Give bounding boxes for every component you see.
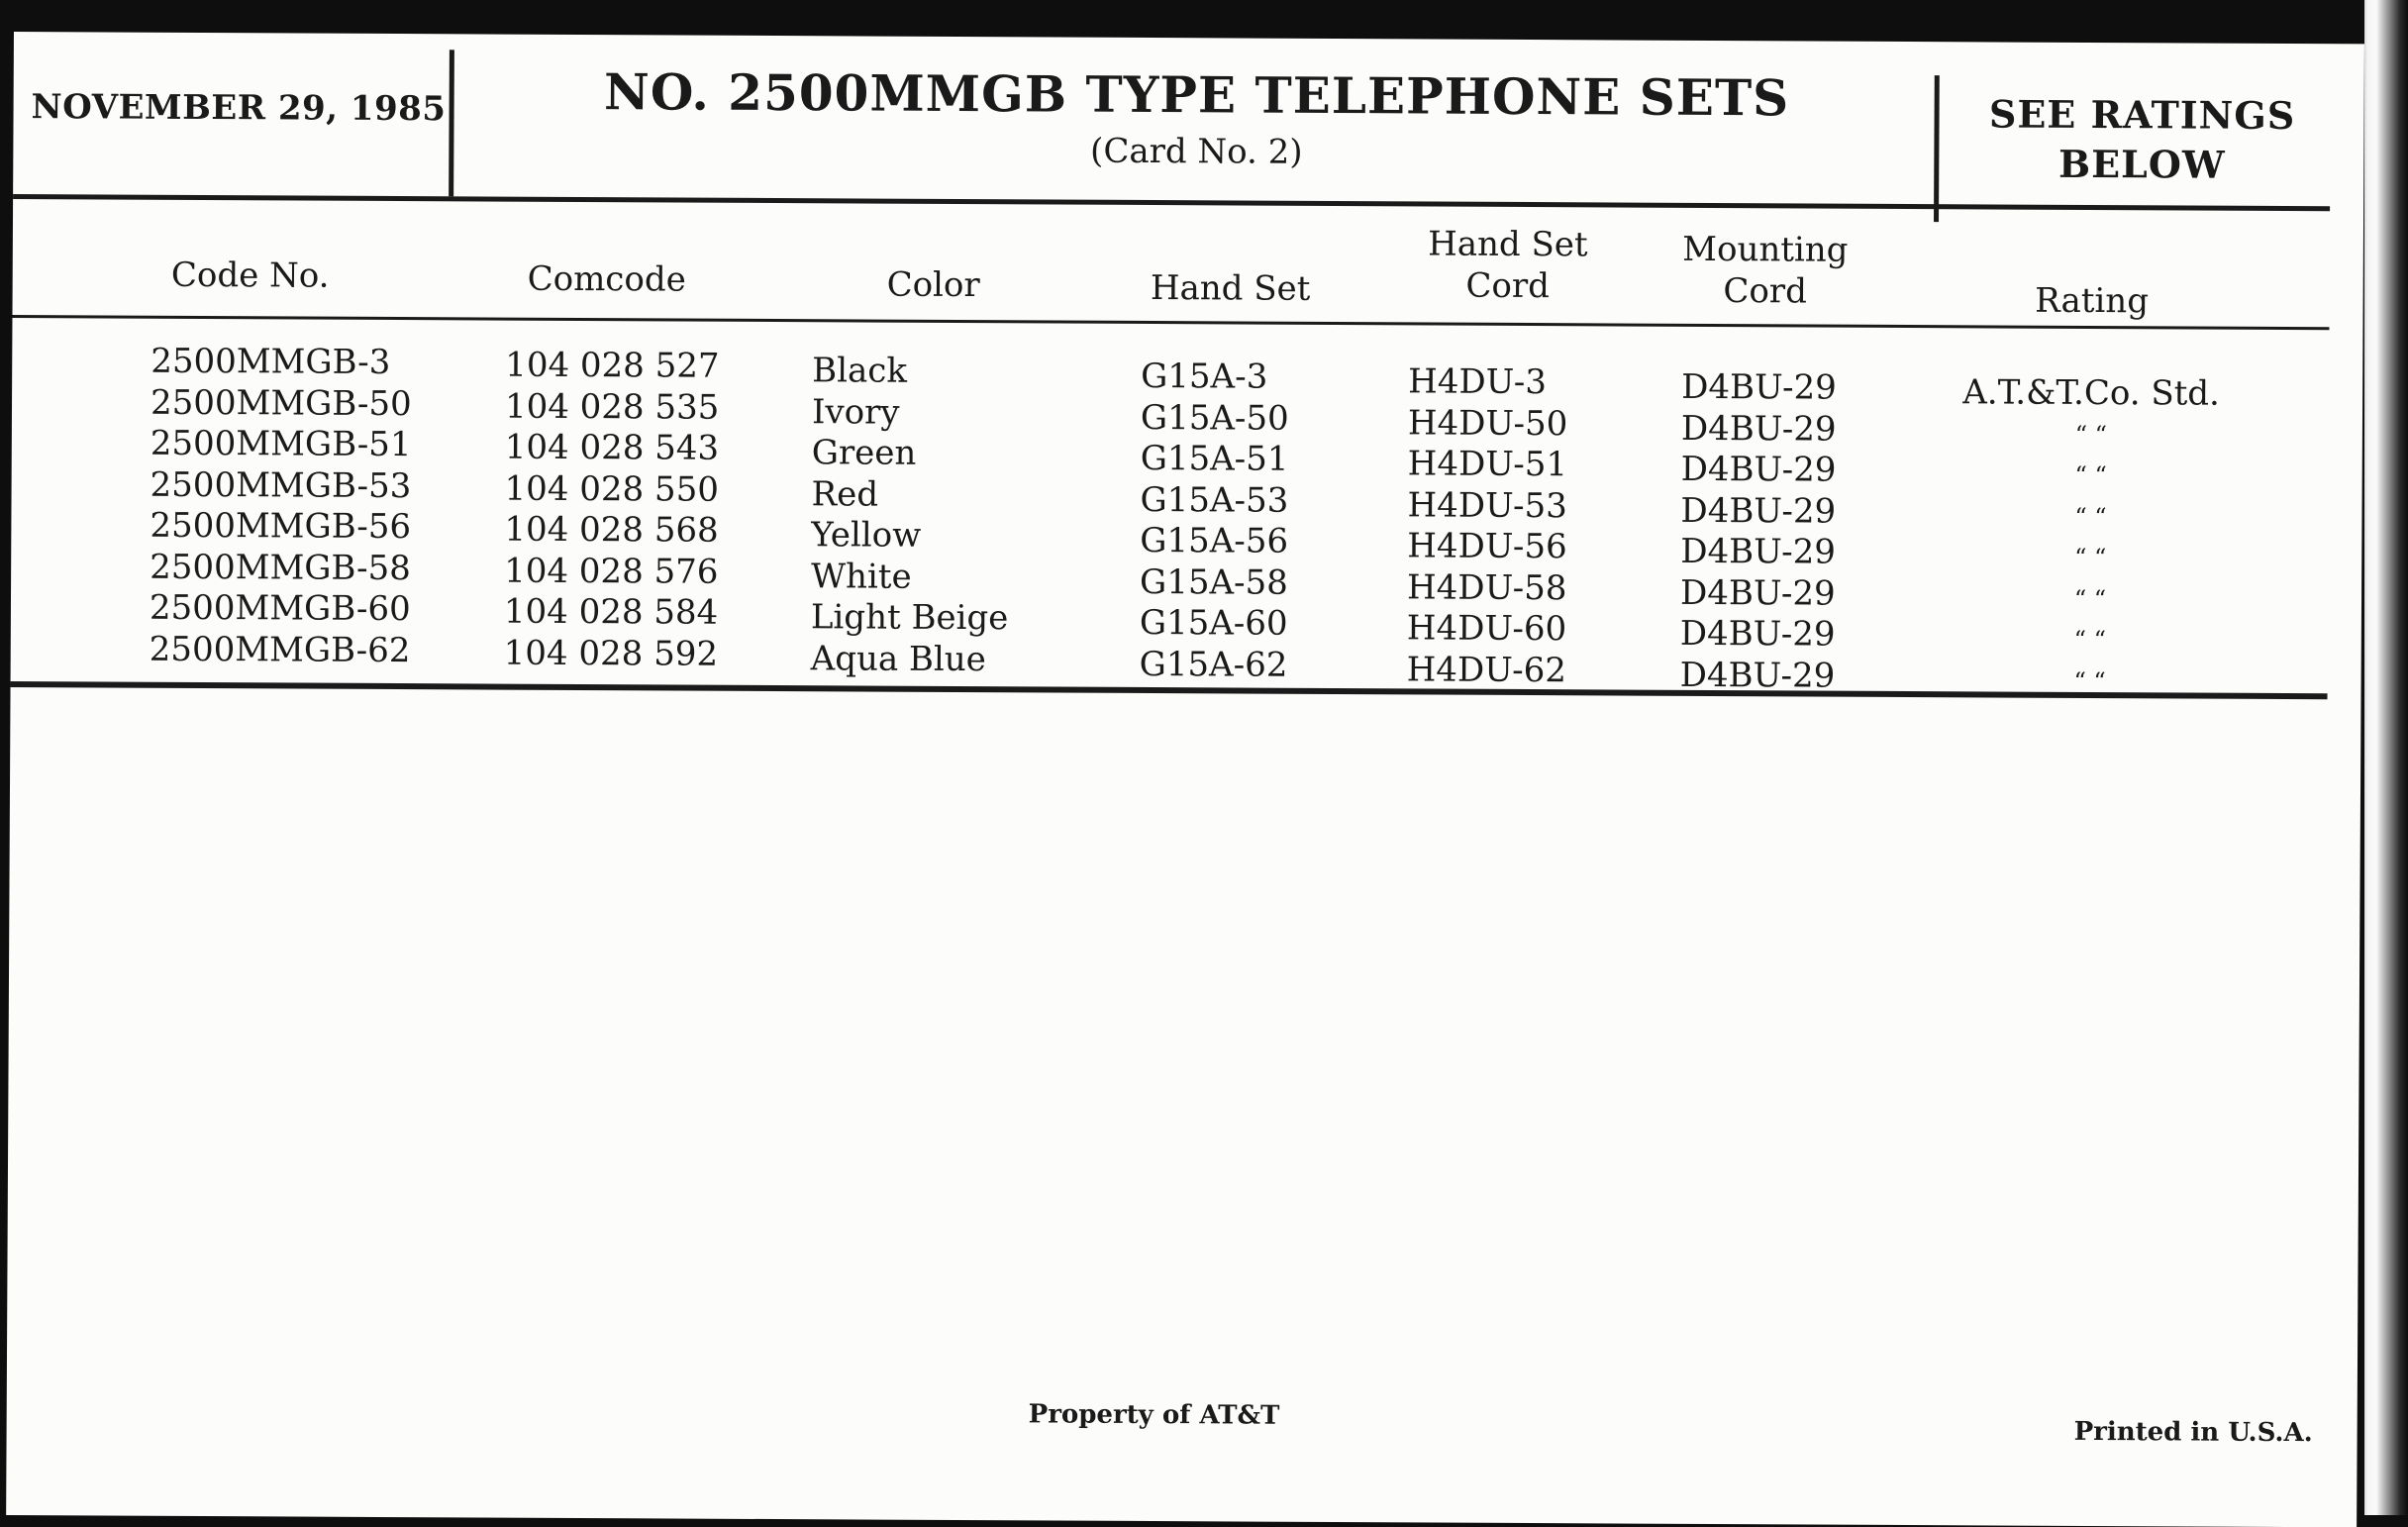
- table-cell-cord: H4DU-53: [1407, 484, 1567, 526]
- table-cell-hand-set: G15A-50: [1140, 397, 1289, 439]
- column-comcode: [504, 346, 720, 675]
- scan-edge: [2364, 0, 2408, 1515]
- catalog-card: [6, 32, 2364, 1527]
- table-cell-rating: “ “: [2074, 420, 2108, 449]
- table-cell-code: 2500MMGB-62: [149, 629, 411, 670]
- ratings-note-line2: BELOW: [2057, 141, 2226, 187]
- table-cell-comcode: 104 028 592: [503, 633, 719, 674]
- ratings-note: [1944, 89, 2341, 190]
- table-cell-mounting: D4BU-29: [1679, 655, 1836, 696]
- card-subtitle: (Card No. 2): [1090, 131, 1303, 172]
- table-cell-mounting: D4BU-29: [1679, 572, 1836, 614]
- table-cell-comcode: 104 028 550: [504, 468, 720, 510]
- table-cell-code: 2500MMGB-56: [150, 505, 412, 548]
- table-cell-cord: H4DU-51: [1407, 444, 1568, 485]
- column-hand-set-cord: [1407, 361, 1568, 691]
- column-hand-set: [1140, 356, 1289, 686]
- col-header-hand-set-cord: [1359, 223, 1656, 308]
- table-cell-color: White: [811, 556, 912, 597]
- col-header-code-no: Code No.: [170, 254, 330, 296]
- table-cell-rating: “ “: [2074, 460, 2107, 490]
- column-code-no: [150, 342, 412, 671]
- table-cell-comcode: 104 028 576: [504, 551, 719, 592]
- table-cell-hand-set: G15A-60: [1139, 602, 1288, 644]
- table-cell-cord: H4DU-62: [1406, 649, 1567, 690]
- card-date: NOVEMBER 29, 1985: [31, 87, 447, 130]
- header-rule: [13, 194, 2330, 211]
- table-cell-color: Yellow: [811, 515, 922, 556]
- col-header-hand-set: Hand Set: [1150, 268, 1311, 309]
- table-cell-color: Ivory: [811, 391, 900, 433]
- table-cell-color: Green: [811, 433, 917, 473]
- table-cell-cord: H4DU-56: [1407, 526, 1567, 567]
- table-cell-hand-set: G15A-56: [1140, 520, 1289, 561]
- column-mounting-cord: [1680, 367, 1837, 697]
- table-cell-comcode: 104 028 584: [503, 591, 719, 633]
- table-cell-mounting: D4BU-29: [1680, 531, 1837, 572]
- table-cell-cord: H4DU-60: [1406, 608, 1567, 650]
- table-cell-code: 2500MMGB-50: [150, 382, 412, 424]
- table-cell-code: 2500MMGB-3: [150, 341, 391, 382]
- ratings-note-line1: SEE RATINGS: [1988, 91, 2296, 139]
- table-cell-comcode: 104 028 568: [504, 509, 719, 551]
- table-cell-hand-set: G15A-58: [1140, 561, 1288, 603]
- table-cell-mounting: D4BU-29: [1679, 613, 1836, 655]
- table-cell-hand-set: G15A-3: [1141, 356, 1268, 397]
- table-cell-rating: “ “: [2073, 666, 2106, 695]
- table-cell-rating: “ “: [2074, 543, 2107, 572]
- table-cell-rating: A.T.&T.Co. Std.: [1962, 372, 2221, 414]
- table-cell-mounting: D4BU-29: [1680, 449, 1837, 490]
- column-rating: [1951, 372, 2230, 702]
- card-title: NO. 2500MMGB TYPE TELEPHONE SETS: [603, 62, 1790, 128]
- title-block: [458, 61, 1935, 175]
- table-cell-comcode: 104 028 543: [504, 427, 720, 468]
- table-cell-code: 2500MMGB-58: [150, 547, 411, 588]
- property-note: Property of AT&T: [1028, 1399, 1280, 1431]
- col-header-hand-set-cord-line2: Cord: [1465, 265, 1551, 307]
- table-cell-color: Red: [811, 473, 879, 515]
- table-cell-cord: H4DU-58: [1406, 566, 1567, 608]
- table-cell-cord: H4DU-50: [1407, 402, 1568, 444]
- col-header-mounting-cord-line1: Mounting: [1682, 229, 1849, 270]
- table-cell-code: 2500MMGB-53: [150, 464, 412, 506]
- table-cell-comcode: 104 028 535: [504, 386, 720, 428]
- table-cell-hand-set: G15A-62: [1139, 644, 1288, 685]
- col-header-comcode: Comcode: [527, 258, 686, 300]
- table-cell-code: 2500MMGB-60: [149, 587, 411, 630]
- table-cell-color: Aqua Blue: [810, 638, 986, 679]
- col-header-mounting-cord: [1617, 228, 1914, 313]
- table-cell-code: 2500MMGB-51: [150, 423, 412, 465]
- table-cell-color: Light Beige: [810, 597, 1009, 639]
- printed-note: Printed in U.S.A.: [2073, 1416, 2313, 1449]
- table-cell-comcode: 104 028 527: [505, 345, 720, 386]
- table-cell-mounting: D4BU-29: [1680, 408, 1837, 450]
- table-cell-hand-set: G15A-51: [1140, 438, 1289, 479]
- table-cell-rating: “ “: [2074, 502, 2107, 531]
- table-cell-rating: “ “: [2073, 625, 2106, 655]
- col-header-mounting-cord-line2: Cord: [1723, 271, 1808, 312]
- table-cell-hand-set: G15A-53: [1140, 479, 1289, 521]
- table-cell-rating: “ “: [2073, 584, 2107, 613]
- header-divider-right: [1934, 75, 1940, 222]
- table-cell-cord: H4DU-3: [1408, 361, 1547, 403]
- col-header-rating: Rating: [2035, 280, 2150, 322]
- table-cell-mounting: D4BU-29: [1681, 366, 1837, 408]
- table-cell-color: Black: [812, 351, 908, 391]
- col-header-hand-set-cord-line1: Hand Set: [1428, 224, 1588, 265]
- col-header-color: Color: [886, 264, 980, 306]
- header-divider-left: [449, 50, 454, 196]
- column-color: [811, 351, 1010, 680]
- table-cell-mounting: D4BU-29: [1680, 490, 1837, 532]
